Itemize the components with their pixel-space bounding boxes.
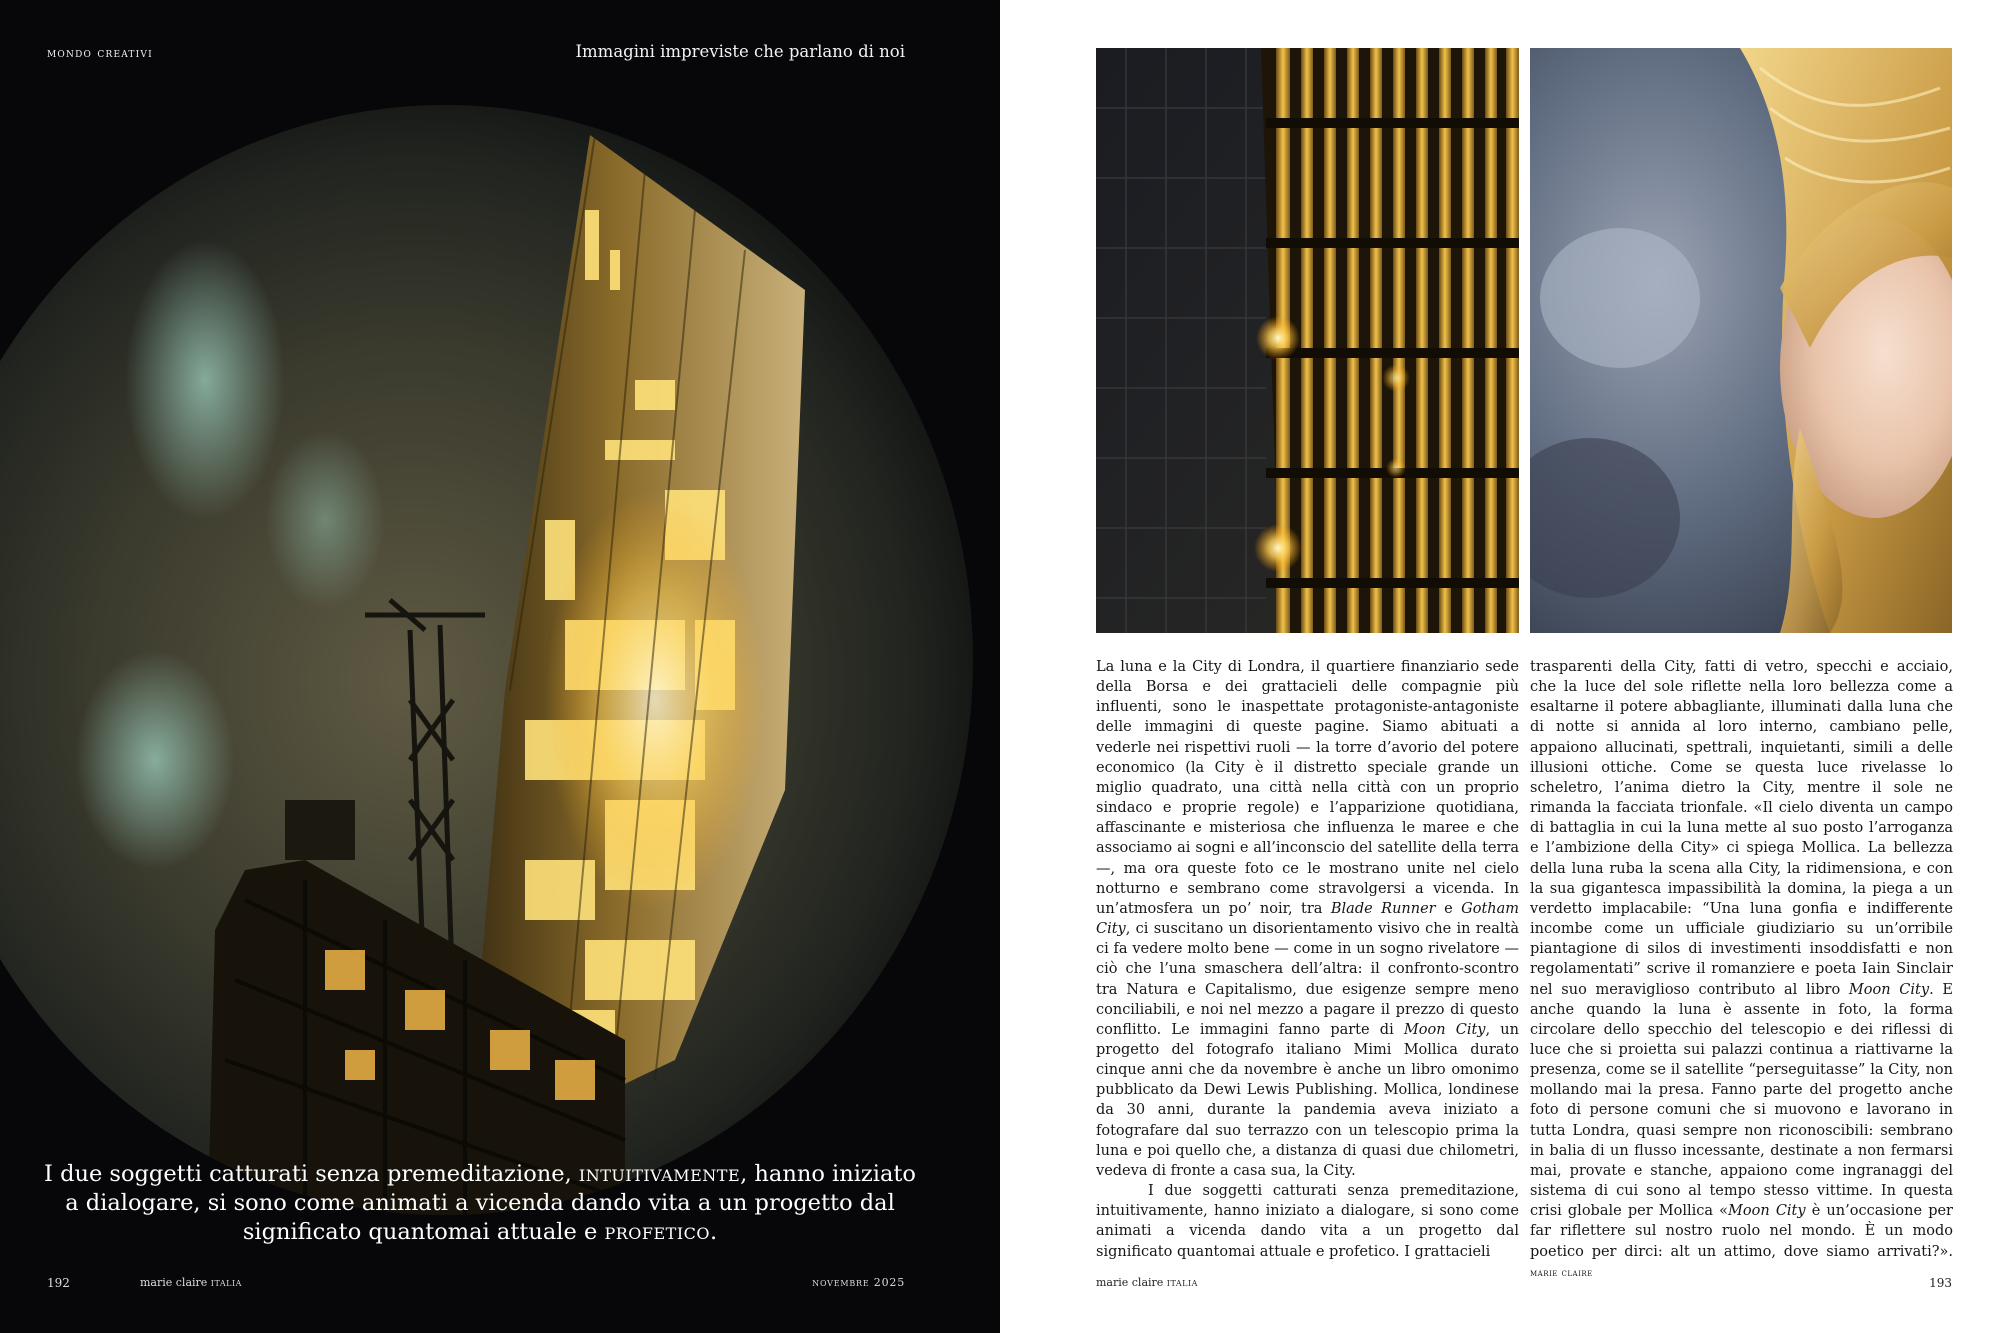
article-column-2	[1530, 657, 1953, 1284]
magazine-brand-right: marie claire italia	[1096, 1276, 1198, 1289]
article-paragraph: trasparenti della City, fatti di vetro, specchi e acciaio, che la luce del sole riflette nella loro bellezza come a esaltarne il potere abbagliante, illuminati dalla luna che di notte si annida al loro interno, cambiano pelle, appaiono allucinati, spettrali, inquietanti, simili a delle illusioni ottiche. Come se questa luce rivelasse lo scheletro, l’anima dietro la City, mentre il sole ne rimanda la facciata trionfale. «Il cielo diventa un campo di battaglia in cui la luna mette al suo posto l’arroganza e l’ambizione della City» ci spiega Mollica. La bellezza della luna ruba la scena alla City, la ridimensiona, e con la sua gigantesca impassibilità la domina, la piega a un verdetto implacabile: “Una luna gonfia e indifferente incombe come un ufficiale giudiziario su un’orribile piantagione di silos di investimenti insoddisfatti e non regolamentati” scrive il romanziere e poeta Iain Sinclair nel suo meraviglioso contributo al libro Moon City. E anche quando la luna è assente in foto, la forma circolare dello specchio del telescopio e dei riflessi di luce che si proietta sui palazzi continua a riattivarne la presenza, come se il satellite “perseguitasse” la City, non mollando mai la presa. Fanno parte del progetto anche foto di persone comuni che si muovono e lavorano in tutta Londra, quasi sempre non riconoscibili: sembrano in balia di un flusso incessante, destinate a non fermarsi mai, provate e stanche, appaiono come ingranaggi del sistema di cui sono al tempo stesso vittime. In questa crisi globale per Mollica «Moon City è un’occasione per far riflettere sul nostro ruolo nel mondo. È un modo poetico per dirci: alt un attimo, dove siamo arrivati?». marie claire	[1530, 659, 1953, 1279]
magazine-brand-left: marie claire italia	[140, 1276, 242, 1289]
issue-date: novembre 2025	[812, 1276, 905, 1289]
right-page	[1000, 0, 2000, 1333]
pull-quote-emphasis: profetico	[604, 1219, 711, 1245]
page-number-right: 193	[1929, 1276, 1952, 1290]
telescope-moon-city-photo	[0, 0, 990, 1333]
end-signoff: marie claire	[1530, 1267, 1593, 1279]
blonde-woman-portrait-photo	[1530, 48, 1952, 633]
article-paragraph: I due soggetti catturati senza premeditazione, intuitivamente, hanno iniziato a dialogare, si sono come animati a vicenda dando vita a un progetto dal significato quantomai attuale e profetico. I grattacieli	[1096, 1183, 1519, 1260]
article-paragraph: La luna e la City di Londra, il quartiere finanziario sede della Borsa e dei grattacieli delle compagnie più influenti, sono le inaspettate protagoniste-antagoniste delle immagini di queste pagine. Siamo abituati a vederle nei rispettivi ruoli — la torre d’avorio del potere economico (la City è il distretto speciale grande un miglio quadrato, una città nella città con un proprio sindaco e proprie regole) e l’apparizione quotidiana, affascinante e misteriosa che influenza le maree e che associamo ai sogni e all’inconscio del satellite della terra —, ma ora queste foto ce le mostrano unite nel cielo notturno e sembrano come stravolgersi a vicenda. In un’atmosfera un po’ noir, tra Blade Runner e Gotham City, ci suscitano un disorientamento visivo che in realtà ci fa vedere molto bene — come in un sogno rivelatore — ciò che l’una smaschera dell’altra: il confronto-scontro tra Natura e Capitalismo, due esigenze sempre meno conciliabili, e noi nel mezzo a pagare il prezzo di questo conflitto. Le immagini fanno parte di Moon City, un progetto del fotografo italiano Mimi Mollica durato cinque anni che da novembre è anche un libro omonimo pubblicato da Dewi Lewis Publishing. Mollica, londinese da 30 anni, durante la pandemia aveva iniziato a fotografare dal suo terrazzo con un telescopio prima la luna e poi quello che, a distanza di quasi due chilometri, vedeva di fronte a casa sua, la City.	[1096, 659, 1519, 1179]
article-column-1	[1096, 657, 1519, 1262]
section-label: mondo creativi	[47, 46, 153, 61]
running-title: Immagini impreviste che parlano di noi	[575, 42, 905, 61]
pull-quote: I due soggetti catturati senza premeditazione, intuitivamente, hanno iniziato a dialogare, si sono come animati a vicenda dando vita a un progetto dal significato quantomai attuale e profetico.	[44, 1161, 916, 1245]
page-number-left: 192	[47, 1276, 70, 1290]
skyscraper-facade-photo	[1096, 48, 1519, 633]
pull-quote-emphasis: intuitivamente	[578, 1161, 741, 1187]
